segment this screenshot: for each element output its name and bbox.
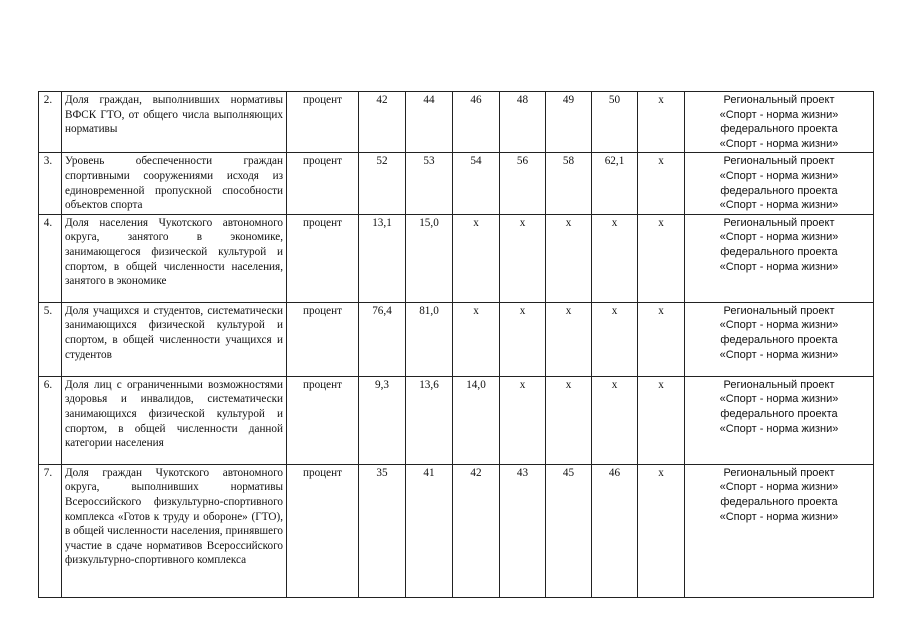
row-number: 7. — [39, 464, 62, 597]
project-line: «Спорт - норма жизни» — [719, 319, 839, 332]
project-cell — [685, 464, 874, 597]
project-line: Региональный проект — [723, 94, 835, 106]
project-cell — [685, 302, 874, 376]
project-line: «Спорт - норма жизни» — [719, 260, 839, 273]
value-cell: х — [500, 214, 546, 302]
value-cell: х — [546, 214, 592, 302]
indicator-name: Доля учащихся и студентов, систематически занимающихся физической культурой и спортом, в общей численности учащихся и студентов — [62, 302, 287, 376]
unit-cell: процент — [287, 153, 359, 214]
value-cell: х — [638, 376, 685, 464]
value-cell: 52 — [359, 153, 406, 214]
value-cell: 43 — [500, 464, 546, 597]
indicators-table-page — [38, 91, 873, 598]
project-cell — [685, 376, 874, 464]
value-cell: 15,0 — [406, 214, 453, 302]
value-cell: х — [592, 214, 638, 302]
value-cell: 54 — [453, 153, 500, 214]
project-line: федерального проекта — [720, 184, 838, 197]
table-row — [39, 92, 874, 153]
value-cell: 14,0 — [453, 376, 500, 464]
project-line: федерального проекта — [720, 123, 838, 136]
row-number: 2. — [39, 92, 62, 153]
value-cell: х — [500, 376, 546, 464]
value-cell: 13,1 — [359, 214, 406, 302]
value-cell: 45 — [546, 464, 592, 597]
table-row — [39, 376, 874, 464]
value-cell: 42 — [453, 464, 500, 597]
value-cell: 44 — [406, 92, 453, 153]
project-line: федерального проекта — [720, 407, 838, 420]
indicator-name: Доля населения Чукотского автономного округа, занятого в экономике, занимающегося физической культурой и спортом, в общей численности населения, занятого в экономике — [62, 214, 287, 302]
value-cell: 13,6 — [406, 376, 453, 464]
project-line: «Спорт - норма жизни» — [719, 199, 839, 212]
row-number: 4. — [39, 214, 62, 302]
value-cell: х — [638, 153, 685, 214]
project-cell — [685, 153, 874, 214]
project-line: «Спорт - норма жизни» — [719, 108, 839, 121]
value-cell: 56 — [500, 153, 546, 214]
unit-cell: процент — [287, 464, 359, 597]
indicator-name: Уровень обеспеченности граждан спортивными сооружениями исходя из единовременной пропускной способности объектов спорта — [62, 153, 287, 214]
value-cell: 48 — [500, 92, 546, 153]
project-line: Региональный проект — [723, 155, 835, 168]
project-line: «Спорт - норма жизни» — [719, 169, 839, 182]
table-row — [39, 214, 874, 302]
value-cell: х — [638, 214, 685, 302]
unit-cell: процент — [287, 302, 359, 376]
value-cell: 46 — [592, 464, 638, 597]
value-cell: х — [638, 464, 685, 597]
value-cell: х — [638, 302, 685, 376]
project-line: «Спорт - норма жизни» — [719, 393, 839, 406]
row-number: 5. — [39, 302, 62, 376]
value-cell: 49 — [546, 92, 592, 153]
value-cell: 46 — [453, 92, 500, 153]
row-number: 3. — [39, 153, 62, 214]
indicator-name: Доля граждан, выполнивших нормативы ВФСК ГТО, от общего числа выполняющих нормативы — [62, 92, 287, 153]
value-cell: 42 — [359, 92, 406, 153]
project-line: «Спорт - норма жизни» — [719, 137, 839, 150]
value-cell: х — [500, 302, 546, 376]
project-line: «Спорт - норма жизни» — [719, 348, 839, 361]
value-cell: 9,3 — [359, 376, 406, 464]
project-line: «Спорт - норма жизни» — [719, 422, 839, 435]
unit-cell: процент — [287, 92, 359, 153]
value-cell: 35 — [359, 464, 406, 597]
value-cell: 53 — [406, 153, 453, 214]
project-line: Региональный проект — [723, 466, 835, 479]
value-cell: х — [453, 302, 500, 376]
unit-cell: процент — [287, 376, 359, 464]
value-cell: х — [546, 376, 592, 464]
project-line: «Спорт - норма жизни» — [719, 510, 839, 523]
project-line: Региональный проект — [723, 304, 835, 317]
indicators-table — [38, 91, 874, 598]
value-cell: 76,4 — [359, 302, 406, 376]
table-body — [39, 92, 874, 598]
value-cell: х — [638, 92, 685, 153]
value-cell: х — [592, 376, 638, 464]
project-line: федерального проекта — [720, 245, 838, 258]
row-number: 6. — [39, 376, 62, 464]
value-cell: 58 — [546, 153, 592, 214]
project-line: Региональный проект — [723, 216, 835, 229]
value-cell: 50 — [592, 92, 638, 153]
table-row — [39, 464, 874, 597]
project-line: «Спорт - норма жизни» — [719, 231, 839, 244]
table-row — [39, 153, 874, 214]
project-cell — [685, 214, 874, 302]
indicator-name: Доля лиц с ограниченными возможностями здоровья и инвалидов, систематически занимающихся физической культурой и спортом, в общей численности данной категории населения — [62, 376, 287, 464]
indicator-name: Доля граждан Чукотского автономного округа, выполнивших нормативы Всероссийского физкультурно-спортивного комплекса «Готов к труду и обороне» (ГТО), в общей численности населения, принявшего участие в сдаче нормативов Всероссийского физкультурно-спортивного комплекса — [62, 464, 287, 597]
value-cell: х — [592, 302, 638, 376]
value-cell: 62,1 — [592, 153, 638, 214]
value-cell: х — [546, 302, 592, 376]
project-cell — [685, 92, 874, 153]
project-line: федерального проекта — [720, 495, 838, 508]
value-cell: 81,0 — [406, 302, 453, 376]
unit-cell: процент — [287, 214, 359, 302]
value-cell: 41 — [406, 464, 453, 597]
project-line: федерального проекта — [720, 333, 838, 346]
table-row — [39, 302, 874, 376]
project-line: Региональный проект — [723, 378, 835, 391]
project-line: «Спорт - норма жизни» — [719, 481, 839, 494]
value-cell: х — [453, 214, 500, 302]
